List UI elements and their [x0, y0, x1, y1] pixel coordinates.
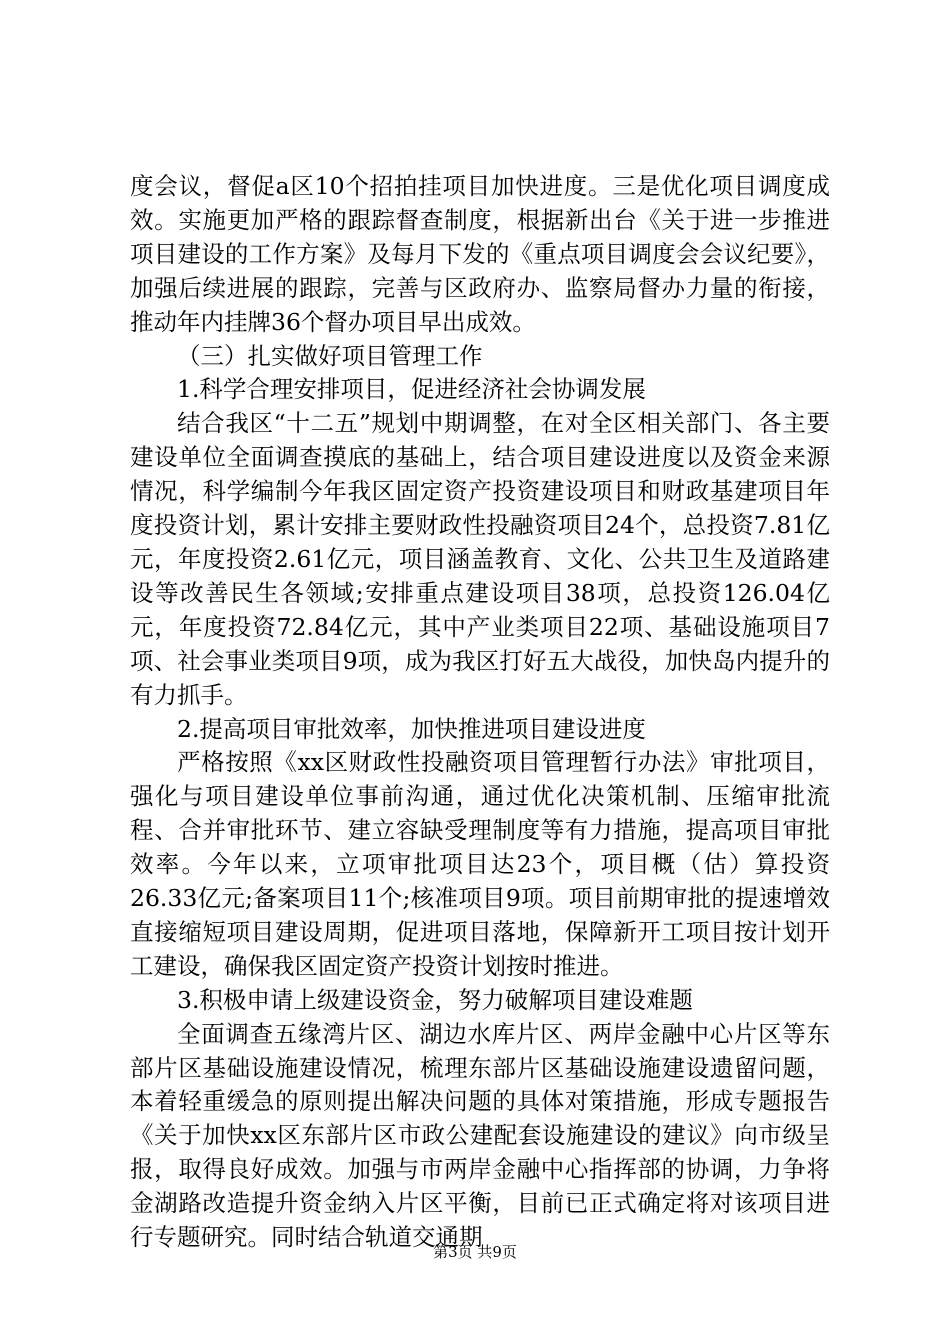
paragraph-approval-efficiency: 严格按照《xx区财政性投融资项目管理暂行办法》审批项目，强化与项目建设单位事前沟通，通过优化决策机制、压缩审批流程、合并审批环节、建立容缺受理制度等有力措施，提高项目审批效率。今年以来，立项审批项目达23个，项目概（估）算投资26.33亿元;备案项目11个;核准项目9项。项目前期审批的提速增效直接缩短项目建设周期，促进项目落地，保障新开工项目按计划开工建设，确保我区固定资产投资计划按时推进。 [130, 748, 830, 980]
section-heading: （三）扎实做好项目管理工作 [177, 341, 483, 370]
paragraph-project-arrangement: 结合我区“十二五”规划中期调整，在对全区相关部门、各主要建设单位全面调查摸底的基础上，结合项目建设进度以及资金来源情况，科学编制今年我区固定资产投资建设项目和财政基建项目年度投资计划，累计安排主要财政性投融资项目24个，总投资7.81亿元，年度投资2.61亿元，项目涵盖教育、文化、公共卫生及道路建设等改善民生各领域;安排重点建设项目38项，总投资126.04亿元，年度投资72.84亿元，其中产业类项目22项、基础设施项目7项、社会事业类项目9项，成为我区打好五大战役，加快岛内提升的有力抓手。 [130, 409, 830, 709]
subsection-heading-3: 3.积极申请上级建设资金，努力破解项目建设难题 [177, 985, 693, 1014]
document-body [130, 170, 830, 1255]
paragraph-continuation: 度会议，督促a区10个招拍挂项目加快进度。三是优化项目调度成效。实施更加严格的跟踪督查制度，根据新出台《关于进一步推进项目建设的工作方案》及每月下发的《重点项目调度会会议纪要》，加强后续进展的跟踪，完善与区政府办、监察局督办力量的衔接，推动年内挂牌36个督办项目早出成效。 [130, 172, 830, 336]
page-footer: 第3页 共9页 [433, 1243, 517, 1261]
subsection-heading-1: 1.科学合理安排项目，促进经济社会协调发展 [177, 375, 646, 404]
paragraph-construction-funds: 全面调查五缘湾片区、湖边水库片区、两岸金融中心片区等东部片区基础设施建设情况，梳理东部片区基础设施建设遗留问题，本着轻重缓急的原则提出解决问题的具体对策措施，形成专题报告《关于加快xx区东部片区市政公建配套设施建设的建议》向市级呈报，取得良好成效。加强与市两岸金融中心指挥部的协调，力争将金湖路改造提升资金纳入片区平衡，目前已正式确定将对该项目进行专题研究。同时结合轨道交通期 [130, 1019, 830, 1252]
subsection-heading-2: 2.提高项目审批效率，加快推进项目建设进度 [177, 714, 646, 743]
